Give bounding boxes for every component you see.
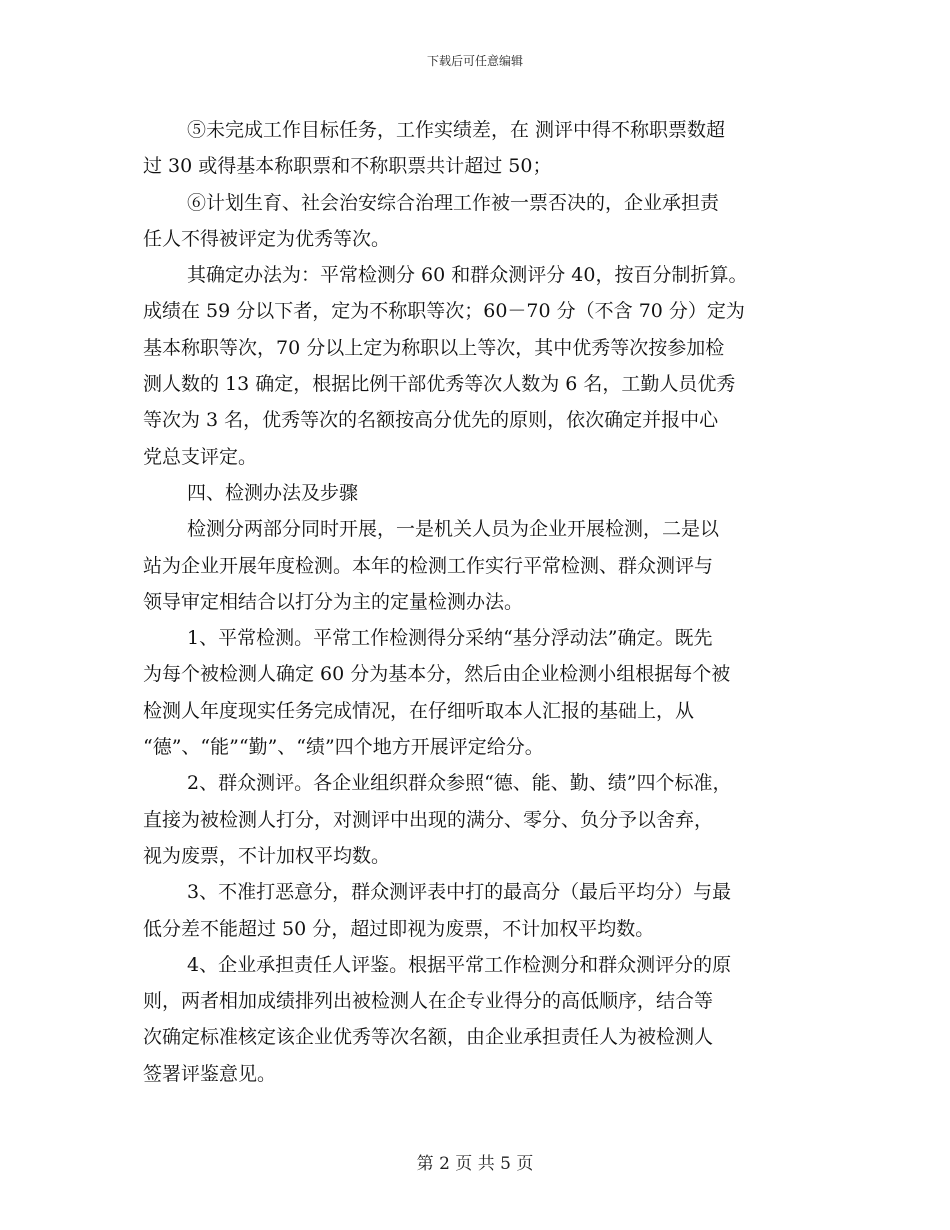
text-line: 过 30 或得基本称职票和不称职票共计超过 50； — [143, 155, 552, 178]
page-header: 下载后可任意编辑 — [426, 54, 523, 68]
text-line: 次确定标准核定该企业优秀等次名额，由企业承担责任人为被检测人 — [143, 1026, 714, 1049]
text-line: 其确定办法为：平常检测分 60 和群众测评分 40，按百分制折算。 — [187, 264, 748, 287]
document-body — [143, 112, 823, 1092]
page-number: 第 2 页 共 5 页 — [416, 1154, 534, 1174]
text-line: 党总支评定。 — [143, 445, 258, 468]
text-line: 2、群众测评。各企业组织群众参照“德、能、勤、绩”四个标准， — [187, 772, 732, 795]
text-line: 测人数的 13 确定，根据比例干部优秀等次人数为 6 名，工勤人员优秀 — [143, 373, 736, 396]
text-line: 则，两者相加成绩排列出被检测人在企专业得分的高低顺序，结合等 — [143, 990, 714, 1013]
text-line: 直接为被检测人打分，对测评中出现的满分、零分、负分予以舍弃， — [143, 808, 714, 831]
text-line: 为每个被检测人确定 60 分为基本分，然后由企业检测小组根据每个被 — [143, 663, 731, 686]
text-line: 签署评鉴意见。 — [143, 1062, 277, 1085]
text-line: 等次为 3 名，优秀等次的名额按高分优先的原则，依次确定并报中心 — [143, 409, 719, 432]
text-line: 视为废票，不计加权平均数。 — [143, 844, 391, 867]
text-line: 任人不得被评定为优秀等次。 — [143, 227, 391, 250]
text-line: 基本称职等次，70 分以上定为称职以上等次，其中优秀等次按参加检 — [143, 336, 725, 359]
text-line: 低分差不能超过 50 分，超过即视为废票，不计加权平均数。 — [143, 917, 655, 940]
section-heading: 四、检测办法及步骤 — [187, 481, 359, 504]
text-line: 成绩在 59 分以下者，定为不称职等次；60－70 分（不含 70 分）定为 — [143, 300, 745, 323]
text-line: 检测人年度现实任务完成情况，在仔细听取本人汇报的基础上，从 — [143, 699, 695, 722]
text-line: 3、不准打恶意分，群众测评表中打的最高分（最后平均分）与最 — [187, 881, 732, 904]
text-line: ⑤未完成工作目标任务，工作实绩差，在 测评中得不称职票数超 — [187, 119, 726, 141]
text-line: ⑥计划生育、社会治安综合治理工作被一票否决的，企业承担责 — [187, 191, 720, 214]
text-line: “德”、“能”“勤”、“绩”四个地方开展评定给分。 — [143, 736, 544, 759]
text-line: 站为企业开展年度检测。本年的检测工作实行平常检测、群众测评与 — [143, 554, 714, 577]
text-line: 1、平常检测。平常工作检测得分采纳“基分浮动法”确定。既先 — [187, 627, 713, 650]
text-line: 4、企业承担责任人评鉴。根据平常工作检测分和群众测评分的原 — [187, 953, 732, 976]
text-line: 检测分两部分同时开展，一是机关人员为企业开展检测，二是以 — [187, 518, 720, 541]
text-line: 领导审定相结合以打分为主的定量检测办法。 — [143, 590, 524, 613]
